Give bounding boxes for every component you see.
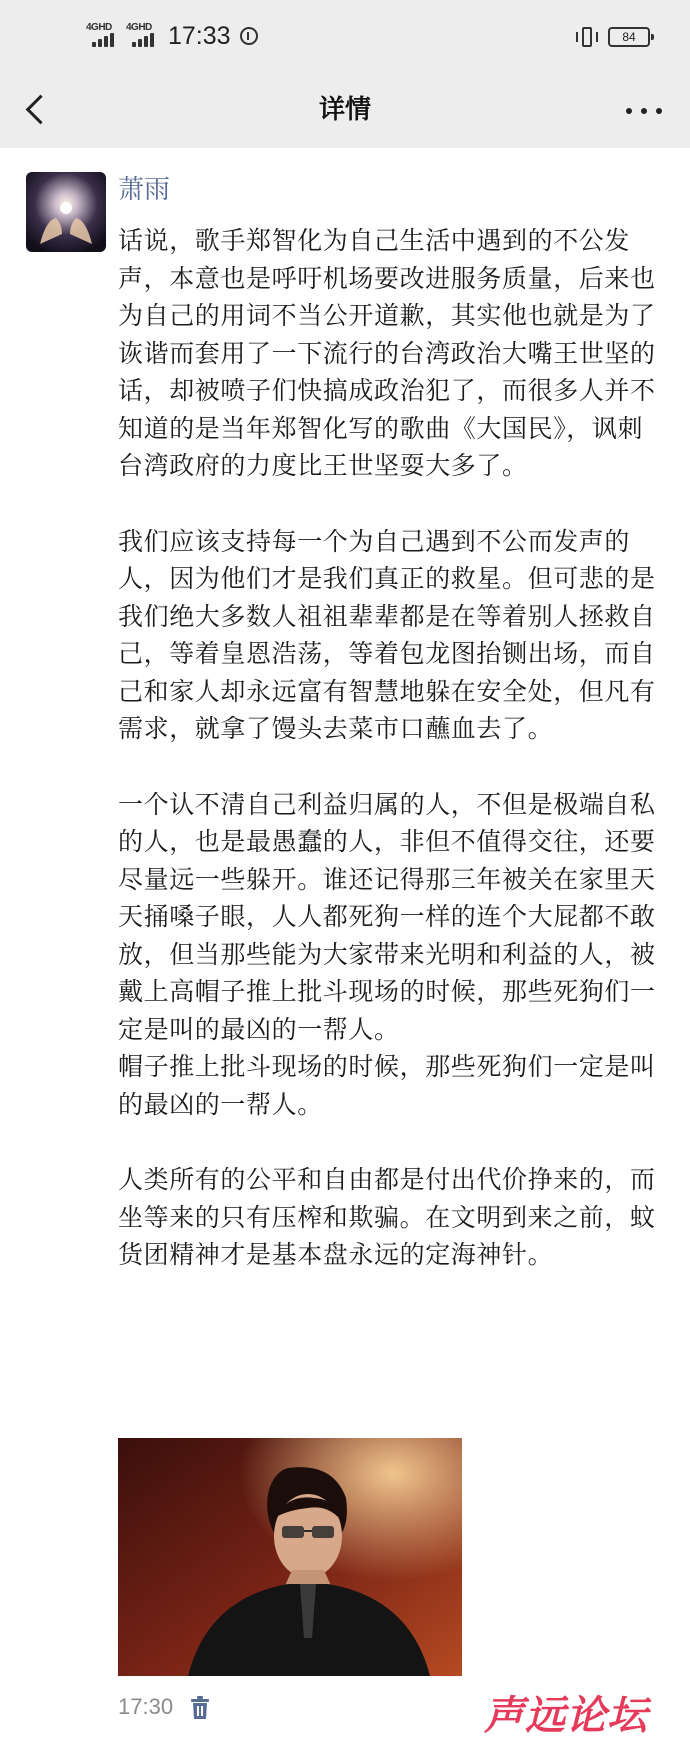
trash-icon[interactable] [190, 1696, 210, 1720]
post-paragraph: 一个认不清自己利益归属的人，不但是极端自私的人，也是最愚蠢的人，非但不值得交往，还要尽量远一些躲开。谁还记得那三年被关在家里天天捅嗓子眼，人人都死狗一样的连个大屁都不敢放，但当那些能为大家带来光明和利益的人，被戴上高帽子推上批斗现场的时候，那些死狗们一定是叫的最凶的一帮人。 [118, 789, 656, 1044]
post-paragraph: 话说，歌手郑智化为自己生活中遇到的不公发声，本意也是呼吁机场要改进服务质量，后来也为自己的用词不当公开道歉，其实他也就是为了诙谐而套用了一下流行的台湾政治大嘴王世坚的话，却被喷子们快搞成政治犯了，而很多人并不知道的是当年郑智化写的歌曲《大国民》，讽刺台湾政府的力度比王世坚耍大多了。 [118, 226, 656, 480]
battery-icon: 84 [608, 27, 650, 47]
network-type-label: 4GHD [126, 22, 152, 33]
post-time: 17:30 [118, 1694, 174, 1719]
more-button[interactable] [616, 86, 672, 134]
singer-photo [118, 1438, 462, 1676]
status-bar [0, 0, 690, 72]
signal-icon [86, 22, 126, 50]
chevron-left-icon [26, 95, 56, 125]
avatar-image [26, 172, 106, 252]
back-button[interactable] [14, 86, 62, 134]
vibrate-icon [574, 27, 600, 47]
nav-bar [0, 72, 690, 148]
post-photo[interactable] [118, 1438, 462, 1676]
avatar[interactable] [26, 172, 106, 252]
status-time: 17:33 [168, 22, 231, 50]
post-paragraph: 人类所有的公平和自由都是付出代价挣来的，而坐等来的只有压榨和欺骗。在文明到来之前，蚊货团精神才是基本盘永远的定海神针。 [118, 1165, 656, 1269]
network-type-label: 4GHD [86, 22, 112, 33]
post-paragraph: 帽子推上批斗现场的时候，那些死狗们一定是叫的最凶的一帮人。 [118, 1052, 656, 1119]
page-title: 详情 [318, 95, 371, 125]
status-indicator-icon [240, 27, 258, 45]
user-name[interactable]: 萧雨 [118, 175, 171, 205]
watermark-logo: 声远论坛 [484, 1693, 648, 1739]
post-paragraph: 我们应该支持每一个为自己遇到不公而发声的人，因为他们才是我们真正的救星。但可悲的是我们绝大多数人祖祖辈辈都是在等着别人拯救自己，等着皇恩浩荡，等着包龙图抬铡出场，而自己和家人却永远富有智慧地躲在安全处，但凡有需求，就拿了馒头去菜市口蘸血去了。 [118, 526, 656, 743]
signal-icon [126, 22, 166, 50]
post-content [118, 222, 664, 1312]
